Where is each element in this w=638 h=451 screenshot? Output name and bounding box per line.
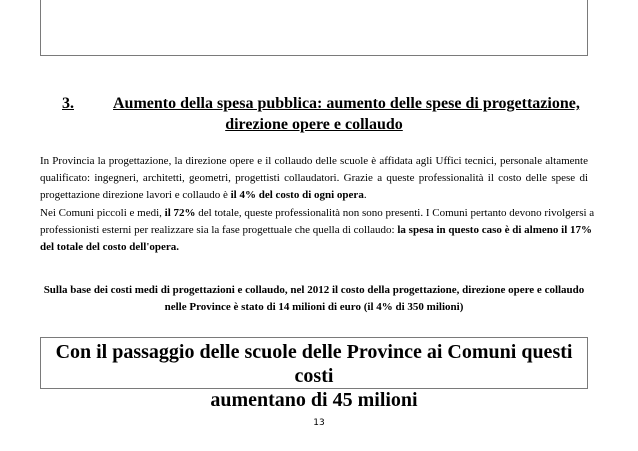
text-segment: professionisti esterni per realizzare sia la fase progettuale che quella di collaudo: — [40, 224, 398, 237]
page-number: 13 — [313, 418, 325, 428]
highlight-72-percent: il 72% — [164, 207, 196, 219]
paragraph-line: qualificato: ingegneri, architetti, geometri, progettisti collaudatori. Grazie a queste professionalità il costo delle spese di — [40, 172, 588, 185]
conclusion-box — [40, 337, 588, 411]
highlight-cost-4-percent: il 4% del costo di ogni opera — [230, 189, 364, 202]
paragraph-comuni — [40, 205, 595, 257]
paragraph-line: In Provincia la progettazione, la direzione opere e il collaudo delle scuole è affidata agli Uffici tecnici, personale altamente — [40, 155, 588, 167]
paragraph-province — [40, 153, 588, 205]
paragraph-line — [40, 222, 593, 239]
top-frame — [40, 0, 588, 56]
text-segment: Nei Comuni piccoli e medi, — [40, 207, 165, 219]
paragraph-line — [40, 239, 588, 256]
conclusion-line1: Con il passaggio delle scuole delle Province ai Comuni questi costi — [55, 341, 573, 387]
conclusion-line2: aumentano di 45 milioni — [210, 389, 418, 411]
highlight-total-cost: del totale del costo dell'opera. — [40, 241, 180, 254]
text-segment: del totale, queste professionalità non sono presenti. I Comuni pertanto devono rivolgersi a — [195, 207, 595, 219]
section-number: 3. — [62, 95, 74, 112]
highlight-17-percent: la spesa in questo caso è di almeno il 17% — [397, 224, 593, 237]
summary-line2: nelle Province è stato di 14 milioni di euro (il 4% di 350 milioni) — [164, 301, 464, 313]
section-title-line1: Aumento della spesa pubblica: aumento delle spese di progettazione, — [113, 95, 580, 112]
summary-statement — [40, 282, 588, 316]
paragraph-line — [40, 205, 595, 222]
text-segment: progettazione direzione lavori e collaudo è — [40, 189, 231, 202]
text-segment: . — [363, 189, 367, 202]
section-title-line2: direzione opere e collaudo — [225, 116, 403, 133]
paragraph-line — [40, 187, 588, 204]
summary-line1: Sulla base dei costi medi di progettazioni e collaudo, nel 2012 il costo della progettazione, direzione opere e collaudo — [43, 284, 585, 296]
